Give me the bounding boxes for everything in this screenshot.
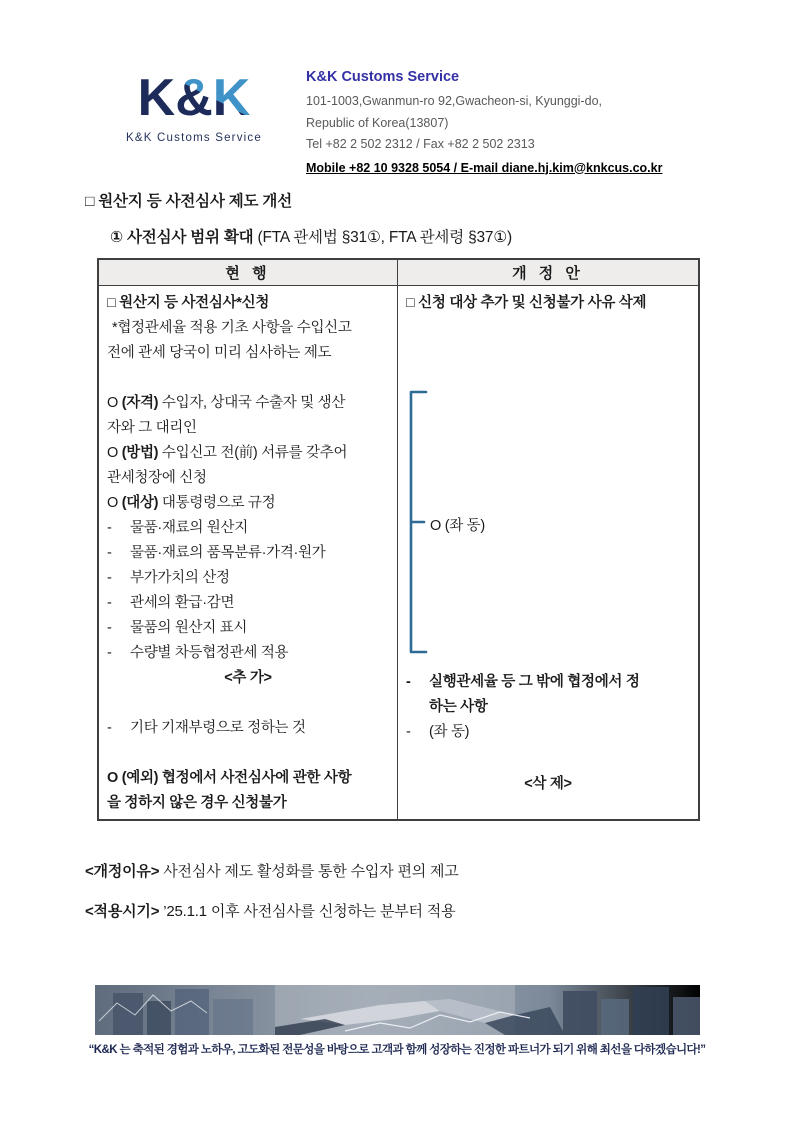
- method-label: (방법): [121, 445, 159, 461]
- address-line-2: Republic of Korea(13807): [306, 115, 449, 130]
- dash-bullet: -: [107, 545, 112, 561]
- qualification-text: 수입자, 상대국 수출자 및 생산: [158, 395, 346, 411]
- list-item-text: 관세의 환급·감면: [130, 595, 235, 611]
- o-mark: O: [107, 445, 122, 461]
- apply-label: <적용시기>: [85, 903, 160, 920]
- dash-bullet: -: [107, 570, 112, 586]
- list-item-text: 물품·재료의 품목분류·가격·원가: [130, 545, 326, 561]
- list-item-text: 기타 기재부령으로 정하는 것: [130, 720, 306, 736]
- subtitle-bold: ① 사전심사 범위 확대: [110, 229, 254, 246]
- target-label: (대상): [121, 495, 159, 511]
- revised-title: □ 신청 대상 추가 및 신청불가 사유 삭제: [406, 295, 647, 311]
- list-item: [107, 616, 389, 641]
- footer-slogan: “K&K 는 축적된 경험과 노하우, 고도화된 전문성을 바탕으로 고객과 함께 성장하는 진정한 파트너가 되기 위해 최선을 다하겠습니다!”: [88, 1044, 706, 1056]
- list-item: [107, 641, 389, 666]
- kk-logo-icon: [120, 68, 268, 126]
- same-item: [406, 720, 692, 745]
- added-item-text: 실행관세율 등 그 밖에 협정에서 정: [429, 674, 640, 690]
- table-body-row: [99, 286, 698, 819]
- dash-bullet: -: [107, 595, 112, 611]
- section-title: □ 원산지 등 사전심사 제도 개선: [85, 193, 292, 210]
- mobile-email-line: Mobile +82 10 9328 5054 / E-mail diane.hj.kim@knkcus.co.kr: [306, 160, 663, 175]
- contact-block: [306, 68, 662, 179]
- cell-revised: [398, 286, 698, 819]
- list-item: [107, 541, 389, 566]
- company-name: K&K Customs Service: [306, 69, 460, 85]
- added-item-line-2: 하는 사항: [429, 699, 488, 715]
- list-item: [107, 566, 389, 591]
- letterhead: [118, 68, 662, 179]
- comparison-table: [97, 258, 700, 821]
- current-qualification: [107, 391, 389, 416]
- o-mark: O: [107, 395, 122, 411]
- dash-bullet: -: [107, 720, 112, 736]
- application-date-note: [85, 900, 455, 921]
- list-item-text: 수량별 차등협정관세 적용: [130, 645, 289, 661]
- list-item-text: 물품의 원산지 표시: [130, 620, 248, 636]
- header-cell-current: 현 행: [99, 260, 398, 285]
- table-header-row: [99, 260, 698, 286]
- dash-bullet: -: [107, 620, 112, 636]
- current-target: [107, 491, 389, 516]
- revised-added-items: [406, 670, 692, 745]
- list-item-etc: [107, 716, 389, 741]
- spacer: [107, 741, 389, 766]
- current-qualification-cont: 자와 그 대리인: [107, 420, 197, 436]
- apply-text: ’25.1.1 이후 사전심사를 신청하는 분부터 적용: [159, 903, 456, 920]
- footer-banner-image: [95, 985, 700, 1035]
- reason-label: <개정이유>: [85, 863, 160, 880]
- section-subtitle: [110, 225, 512, 247]
- revision-reason-note: [85, 860, 459, 881]
- subtitle-rest: (FTA 관세법 §31①, FTA 관세령 §37①): [253, 229, 512, 246]
- header-cell-revised: 개 정 안: [512, 265, 584, 282]
- cell-current: [99, 286, 398, 819]
- method-text: 수입신고 전(前) 서류를 갖추어: [158, 445, 348, 461]
- dash-bullet: -: [406, 674, 411, 690]
- grouping-brace-icon: [404, 390, 430, 654]
- current-note-1: *협정관세율 적용 기초 사항을 수입신고: [112, 320, 352, 336]
- o-mark: O: [107, 495, 122, 511]
- current-method: [107, 441, 389, 466]
- list-item: [107, 591, 389, 616]
- exception-line-1: O (예외) 협정에서 사전심사에 관한 사항: [107, 770, 352, 786]
- current-method-cont: 관세청장에 신청: [107, 470, 207, 486]
- list-item: [107, 516, 389, 541]
- dash-bullet: -: [107, 645, 112, 661]
- dash-bullet: -: [406, 724, 411, 740]
- spacer: [107, 691, 389, 716]
- spacer: [107, 366, 389, 391]
- list-item-text: 물품·재료의 원산지: [130, 520, 248, 536]
- logo-text: K&K: [137, 69, 251, 126]
- added-item-line-1: [406, 670, 692, 695]
- logo-subtext: K&K Customs Service: [126, 132, 262, 144]
- delete-label: <삭 제>: [524, 776, 572, 792]
- add-label: <추 가>: [224, 670, 272, 686]
- list-item-text: 부가가치의 산정: [130, 570, 230, 586]
- same-item-text: (좌 동): [429, 724, 470, 740]
- current-title: □ 원산지 등 사전심사*신청: [107, 295, 270, 311]
- same-as-left-label: O (좌 동): [430, 518, 485, 534]
- dash-bullet: -: [107, 520, 112, 536]
- address-line-1: 101-1003,Gwanmun-ro 92,Gwacheon-si, Kyunggi-do,: [306, 94, 603, 108]
- tel-fax-line: Tel +82 2 502 2312 / Fax +82 2 502 2313: [306, 137, 535, 151]
- exception-line-2: 을 정하지 않은 경우 신청불가: [107, 795, 287, 811]
- kk-logo: [118, 68, 270, 179]
- qualification-label: (자격): [121, 395, 159, 411]
- reason-text: 사전심사 제도 활성화를 통한 수입자 편의 제고: [159, 863, 459, 880]
- target-text: 대통령령으로 규정: [158, 495, 276, 511]
- current-note-2: 전에 관세 당국이 미리 심사하는 제도: [107, 345, 332, 361]
- banner-graphic: [95, 985, 700, 1035]
